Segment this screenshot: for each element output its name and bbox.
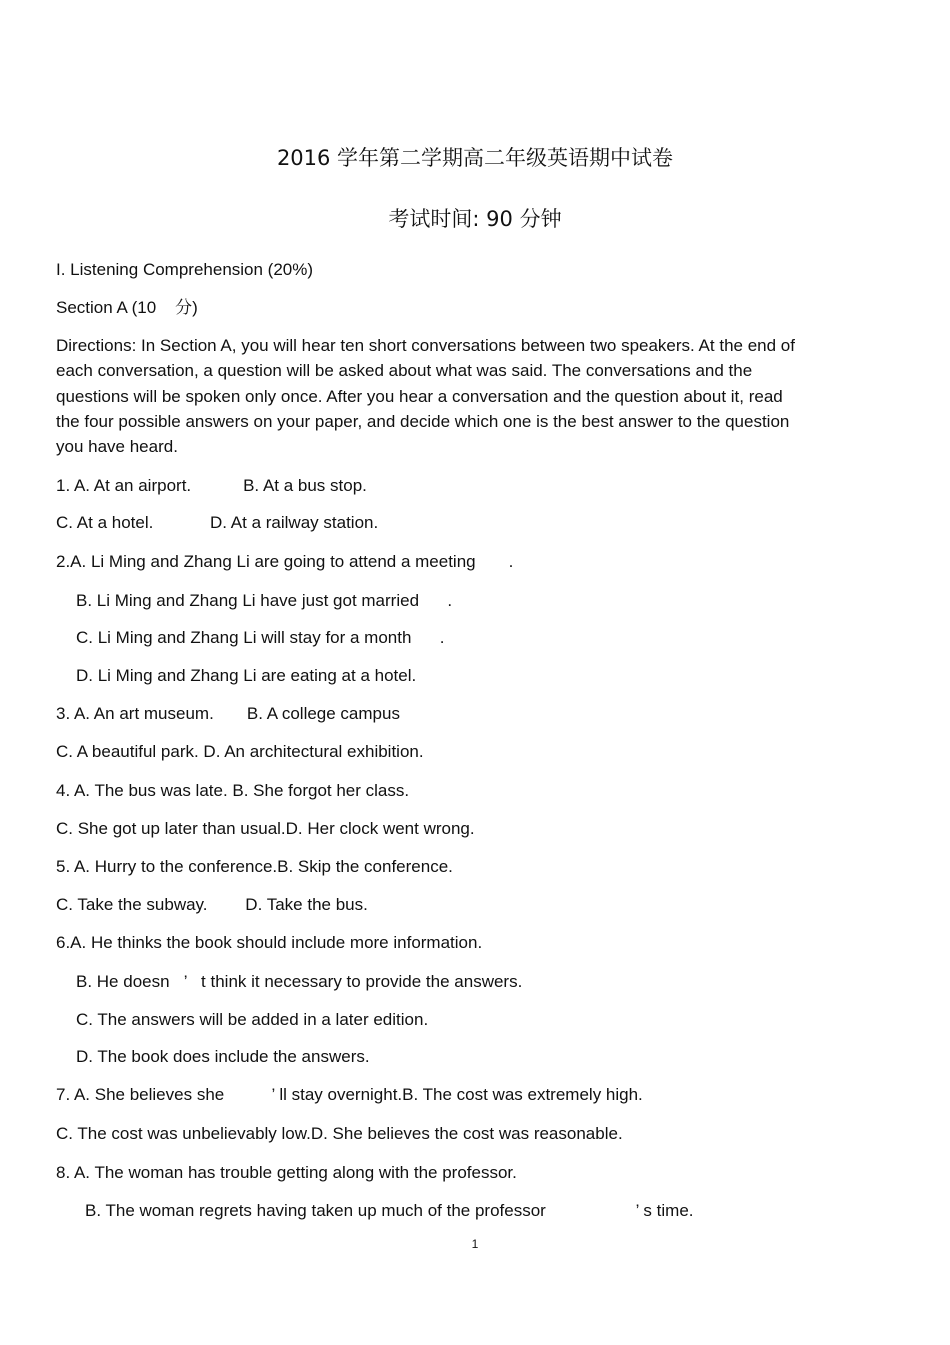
- question-2-option-a: 2.A. Li Ming and Zhang Li are going to attend a meeting .: [56, 552, 514, 571]
- question-3-options-cd: C. A beautiful park. D. An architectural exhibition.: [56, 742, 424, 761]
- question-1-options-ab: 1. A. At an airport. B. At a bus stop.: [56, 476, 367, 495]
- question-5-options-cd: C. Take the subway. D. Take the bus.: [56, 895, 368, 914]
- question-8-option-b: B. The woman regrets having taken up much of the professor ’ s time.: [85, 1201, 694, 1220]
- exam-title: 2016 学年第二学期高二年级英语期中试卷: [276, 146, 674, 170]
- section-a-heading: Section A (10 分): [56, 298, 198, 317]
- question-5-options-ab: 5. A. Hurry to the conference.B. Skip the conference.: [56, 857, 453, 876]
- question-4-options-cd: C. She got up later than usual.D. Her clock went wrong.: [56, 819, 475, 838]
- question-2-option-c: C. Li Ming and Zhang Li will stay for a month .: [76, 628, 445, 647]
- section-heading: I. Listening Comprehension (20%): [56, 260, 314, 279]
- exam-duration: 考试时间: 90 分钟: [388, 207, 562, 231]
- question-7-options-ab: 7. A. She believes she ’ ll stay overnight.B. The cost was extremely high.: [56, 1085, 643, 1104]
- question-6-option-c: C. The answers will be added in a later edition.: [76, 1010, 429, 1029]
- question-6-option-d: D. The book does include the answers.: [76, 1047, 370, 1066]
- question-6-option-a: 6.A. He thinks the book should include more information.: [56, 933, 483, 952]
- question-3-options-ab: 3. A. An art museum. B. A college campus: [56, 704, 400, 723]
- question-1-options-cd: C. At a hotel. D. At a railway station.: [56, 513, 379, 532]
- question-2-option-d: D. Li Ming and Zhang Li are eating at a hotel.: [76, 666, 417, 685]
- question-7-options-cd: C. The cost was unbelievably low.D. She believes the cost was reasonable.: [56, 1124, 623, 1143]
- question-2-option-b: B. Li Ming and Zhang Li have just got married .: [76, 591, 453, 610]
- question-4-options-ab: 4. A. The bus was late. B. She forgot her class.: [56, 781, 410, 800]
- directions-paragraph: Directions: In Section A, you will hear ten short conversations between two speakers. At the end of each conversation, a question will be asked about what was said. The conversations and the questions will be spoken only once. After you hear a conversation and the question about it, read the four possible answers on your paper, and decide which one is the best answer to the question you have heard.: [56, 336, 795, 457]
- question-8-option-a: 8. A. The woman has trouble getting along with the professor.: [56, 1163, 517, 1182]
- question-6-option-b: B. He doesn ’ t think it necessary to provide the answers.: [76, 972, 523, 991]
- page-number: 1: [471, 1237, 479, 1251]
